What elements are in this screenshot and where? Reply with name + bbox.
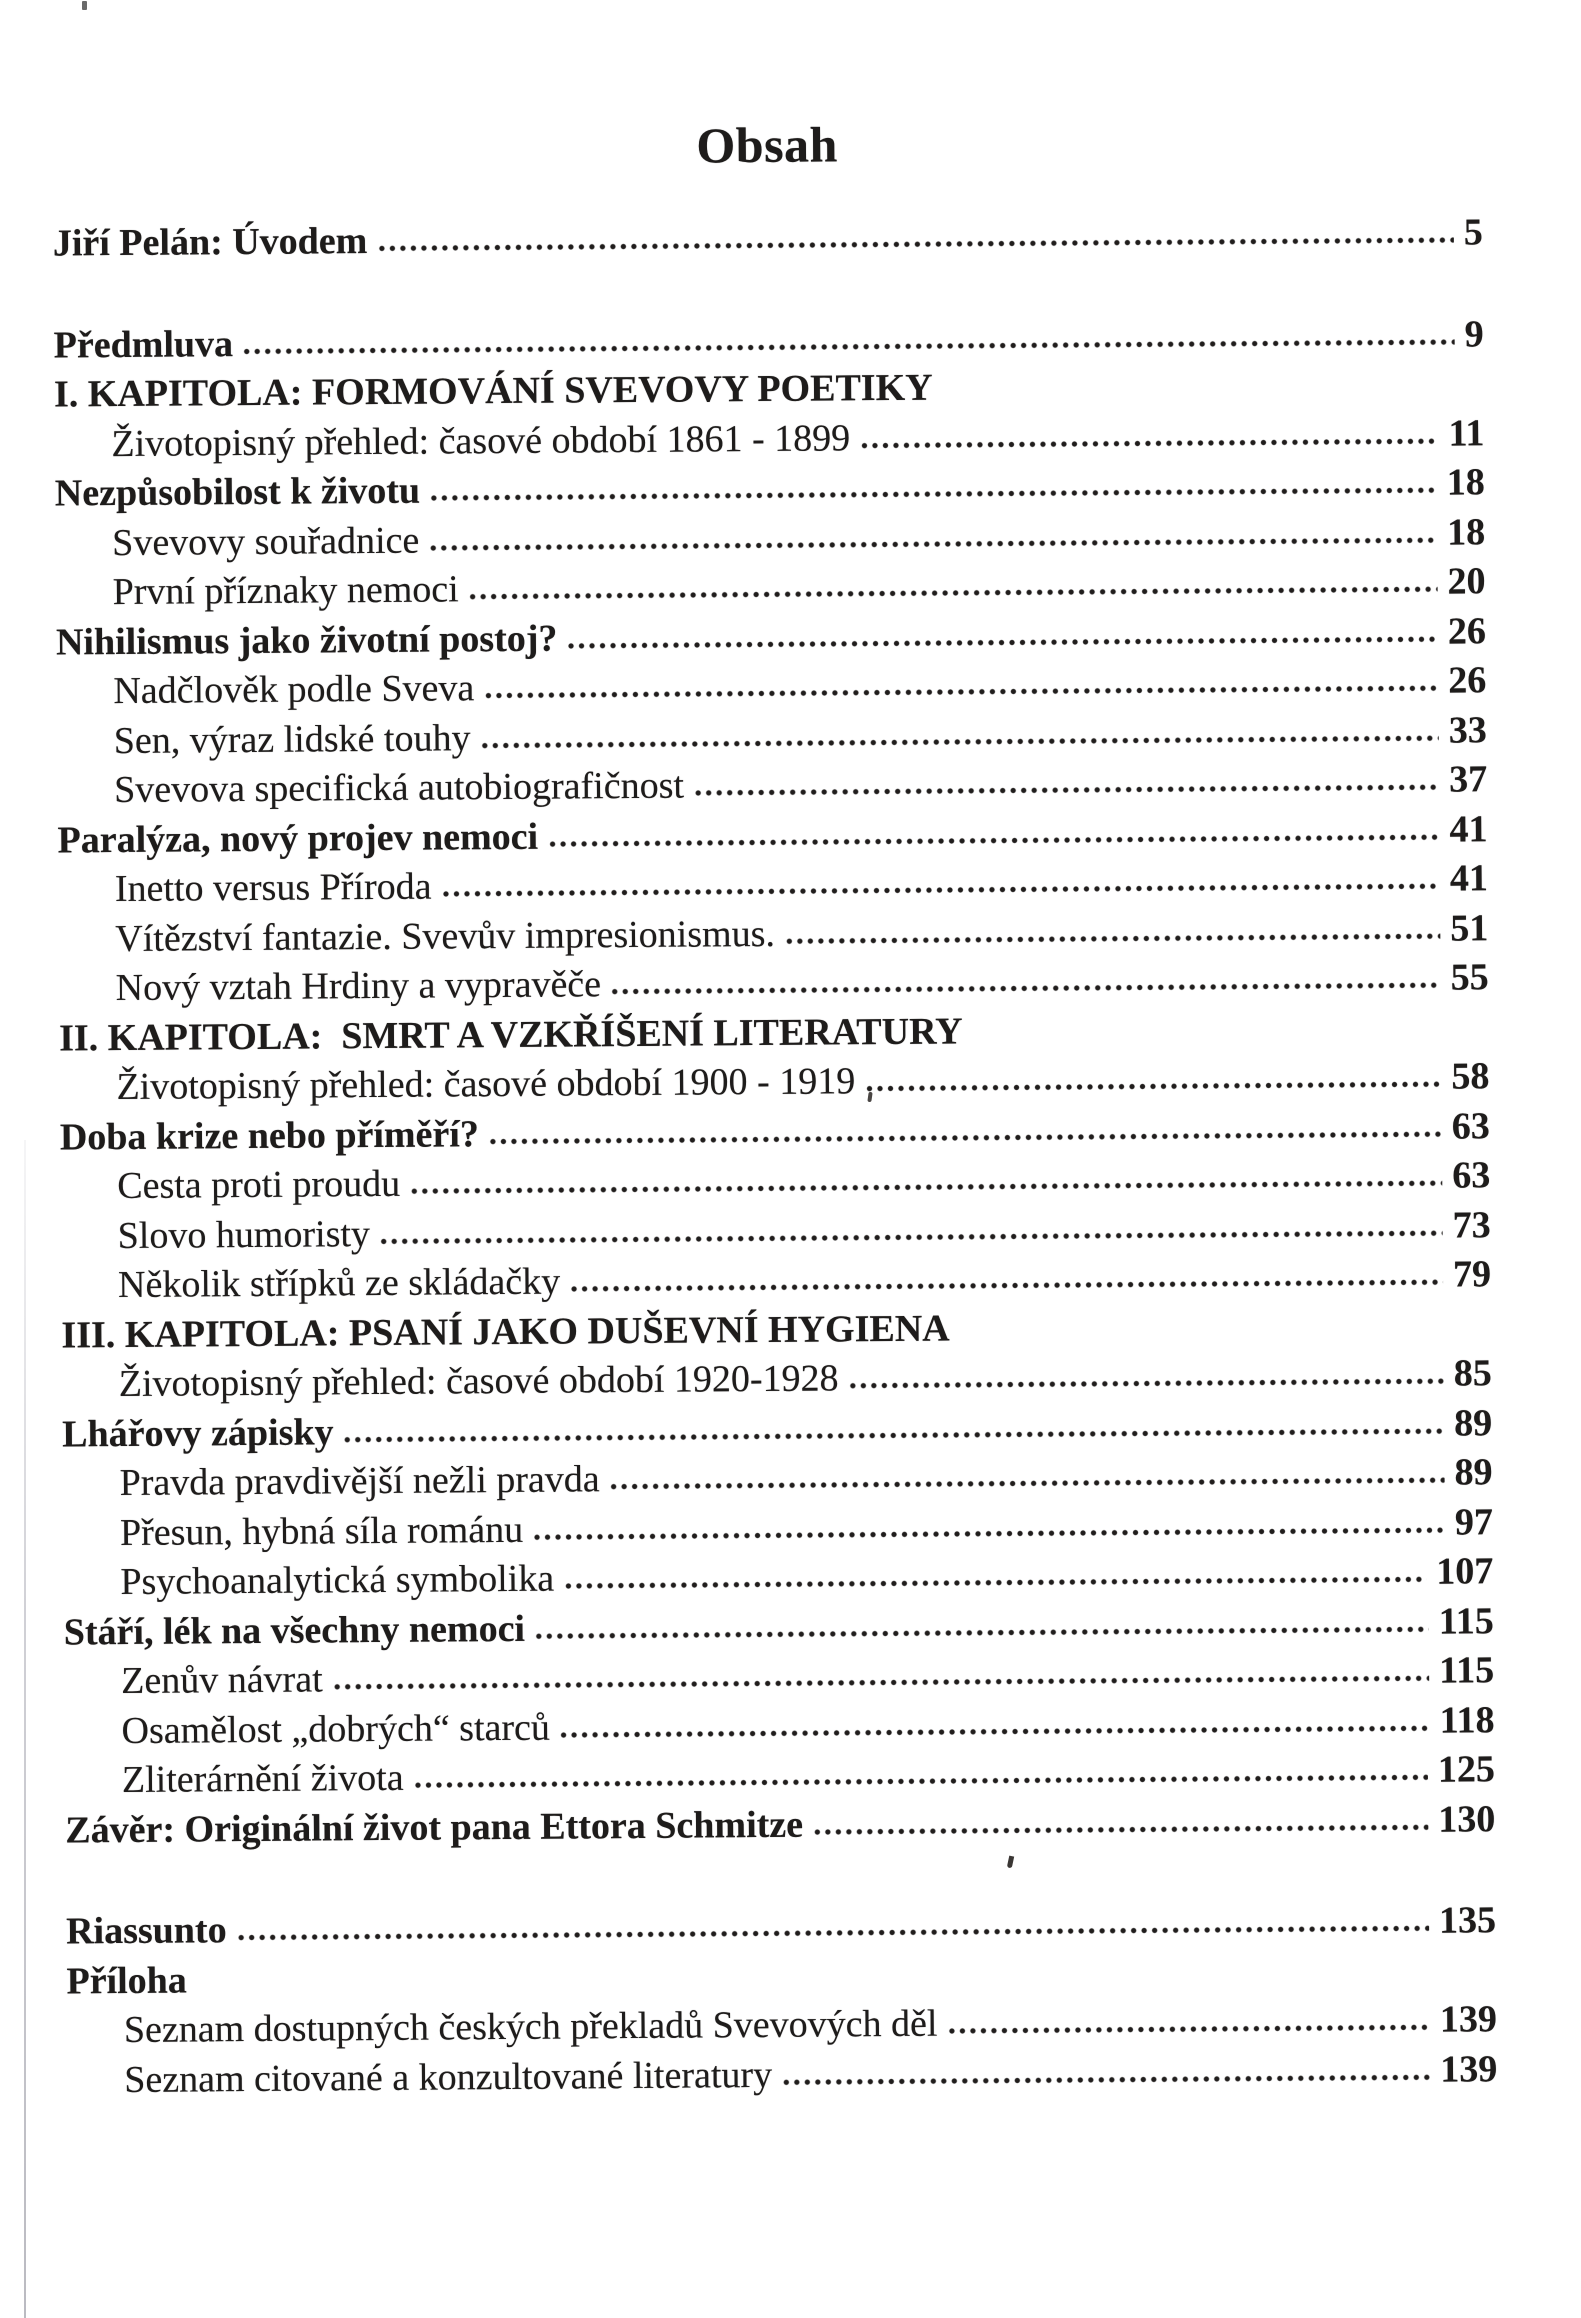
toc-entry-label: Paralýza, nový projev nemoci (57, 815, 539, 862)
page-edge-line (24, 1140, 26, 2318)
dot-leader (569, 1278, 1443, 1294)
dot-leader (547, 832, 1439, 848)
toc-entry-label: Vítězství fantazie. Svevův impresionismus. (115, 912, 776, 960)
page-number: 58 (1451, 1055, 1490, 1098)
toc-entry-label: Sen, výraz lidské touhy (113, 716, 471, 762)
toc-entry-label: Jiří Pelán: Úvodem (52, 220, 368, 265)
page-number: 9 (1464, 312, 1484, 355)
toc-entry-label: Doba krize nebo příměří? (59, 1112, 480, 1158)
toc-entry-label: Nový vztah Hrdiny a vypravěče (115, 963, 602, 1010)
toc-entry-label: Závěr: Originální život pana Ettora Schmitze (65, 1803, 804, 1851)
dot-leader (563, 1575, 1426, 1591)
dot-leader (468, 585, 1438, 602)
toc-entry-label: Předmluva (53, 322, 234, 367)
dot-leader (236, 1924, 1430, 1942)
dot-leader (534, 1624, 1429, 1640)
page-number: 55 (1450, 956, 1489, 999)
toc-entry-label: Psychoanalytická symbolika (120, 1557, 555, 1604)
page-number: 118 (1439, 1698, 1495, 1742)
toc-list (53, 210, 1498, 2107)
page-number: 26 (1447, 609, 1487, 653)
toc-entry-label: Svevova specifická autobiografičnost (113, 764, 685, 812)
dot-leader (610, 981, 1441, 997)
dot-leader (812, 1822, 1428, 1836)
toc-entry-label: Lhářovy zápisky (62, 1410, 334, 1455)
toc-entry-label: Slovo humoristy (117, 1212, 371, 1257)
dot-leader (609, 1476, 1445, 1492)
toc-entry-label: Osamělost „dobrých“ starců (121, 1706, 551, 1752)
toc-entry-label: Zliterárnění života (121, 1756, 404, 1802)
toc-entry-label: Nezpůsobilost k životu (54, 469, 421, 515)
page-number: 18 (1446, 461, 1485, 504)
toc-entry-label: Riassunto (65, 1909, 227, 1953)
dot-leader (784, 931, 1440, 945)
page-title: Obsah (696, 116, 839, 174)
page-number: 89 (1454, 1451, 1493, 1494)
dot-leader (483, 684, 1438, 701)
toc-entry-label: Cesta proti proudu (117, 1162, 401, 1208)
toc-entry-label: Pravda pravdivější nežli pravda (119, 1458, 600, 1505)
dot-leader (409, 1179, 1442, 1196)
page-number: 41 (1449, 807, 1488, 851)
toc-entry-label: Nihilismus jako životní postoj? (55, 617, 558, 664)
dot-leader (864, 1080, 1441, 1094)
toc-entry-label: Životopisný přehled: časové období 1861 - 1899 (111, 416, 851, 465)
dot-leader (479, 733, 1438, 750)
toc-entry-label: Přesun, hybná síla románu (119, 1508, 524, 1554)
toc-row (53, 210, 1483, 271)
page-number: 5 (1463, 211, 1483, 254)
page-number: 63 (1452, 1154, 1491, 1197)
toc-entry-label: Seznam citované a konzultované literatury (124, 2053, 773, 2101)
page-number: 33 (1448, 708, 1487, 752)
toc-entry-label: Nadčlověk podle Sveva (113, 667, 475, 713)
toc-entry-label: Životopisný přehled: časové období 1900 - 1919 (116, 1060, 856, 1109)
dot-leader (693, 783, 1439, 798)
page-number: 63 (1451, 1104, 1490, 1148)
dot-leader (532, 1525, 1445, 1541)
page-number: 115 (1438, 1599, 1494, 1643)
page-number: 20 (1447, 560, 1486, 603)
dot-leader (428, 535, 1437, 552)
page-number: 18 (1447, 510, 1486, 554)
page-number: 89 (1454, 1401, 1493, 1445)
dot-leader (441, 882, 1440, 899)
page-number: 11 (1448, 411, 1485, 455)
toc-entry-label: Svevovy souřadnice (112, 519, 420, 564)
toc-entry-label: I. KAPITOLA: FORMOVÁNÍ SVEVOVY POETIKY (53, 366, 933, 416)
page-number: 139 (1439, 1998, 1498, 2041)
page-number: 51 (1450, 906, 1489, 950)
dot-leader (488, 1129, 1442, 1145)
toc-entry-label: První příznaky nemoci (112, 568, 459, 614)
dot-leader (848, 1377, 1444, 1391)
page-number: 73 (1452, 1203, 1491, 1247)
dot-leader (332, 1674, 1430, 1692)
page-number: 85 (1453, 1352, 1492, 1395)
dot-leader (947, 2023, 1430, 2036)
toc-entry-label: III. KAPITOLA: PSANÍ JAKO DUŠEVNÍ HYGIENA (61, 1307, 950, 1356)
page-number: 97 (1454, 1500, 1494, 1544)
page-number: 139 (1440, 2047, 1498, 2091)
page-number: 115 (1439, 1649, 1495, 1692)
page-number: 79 (1452, 1253, 1492, 1296)
dot-leader (781, 2072, 1430, 2086)
dot-leader (413, 1773, 1428, 1790)
toc-entry-label: Zenův návrat (120, 1658, 323, 1703)
page-number: 130 (1438, 1797, 1496, 1841)
toc-row (65, 1797, 1495, 1858)
dot-leader (379, 1228, 1443, 1245)
toc-entry-label: Několik střípků ze skládačky (117, 1260, 561, 1307)
dot-leader (566, 634, 1438, 650)
scan-speck-icon (82, 1, 87, 10)
dot-leader (859, 436, 1438, 450)
dot-leader (429, 486, 1437, 503)
toc-entry-label: Příloha (66, 1959, 187, 2002)
page-number: 135 (1438, 1899, 1497, 1942)
toc-row (67, 2047, 1497, 2108)
dot-leader (242, 337, 1455, 356)
toc-entry-label: II. KAPITOLA: SMRT A VZKŘÍŠENÍ LITERATURY (58, 1009, 963, 1060)
page-number: 107 (1436, 1550, 1494, 1593)
page-number: 26 (1448, 659, 1487, 702)
page-number: 41 (1449, 857, 1489, 900)
toc-entry-label: Inetto versus Příroda (114, 865, 432, 911)
toc-entry-label: Životopisný přehled: časové období 1920-1928 (118, 1357, 839, 1406)
dot-leader (343, 1426, 1445, 1444)
dot-leader (559, 1723, 1430, 1739)
page-number: 125 (1437, 1748, 1496, 1791)
toc-entry-label: Seznam dostupných českých překladů Svevových děl (123, 2002, 938, 2052)
dot-leader (376, 236, 1454, 253)
page-number: 37 (1448, 758, 1488, 801)
toc-entry-label: Stáří, lék na všechny nemoci (63, 1607, 526, 1653)
